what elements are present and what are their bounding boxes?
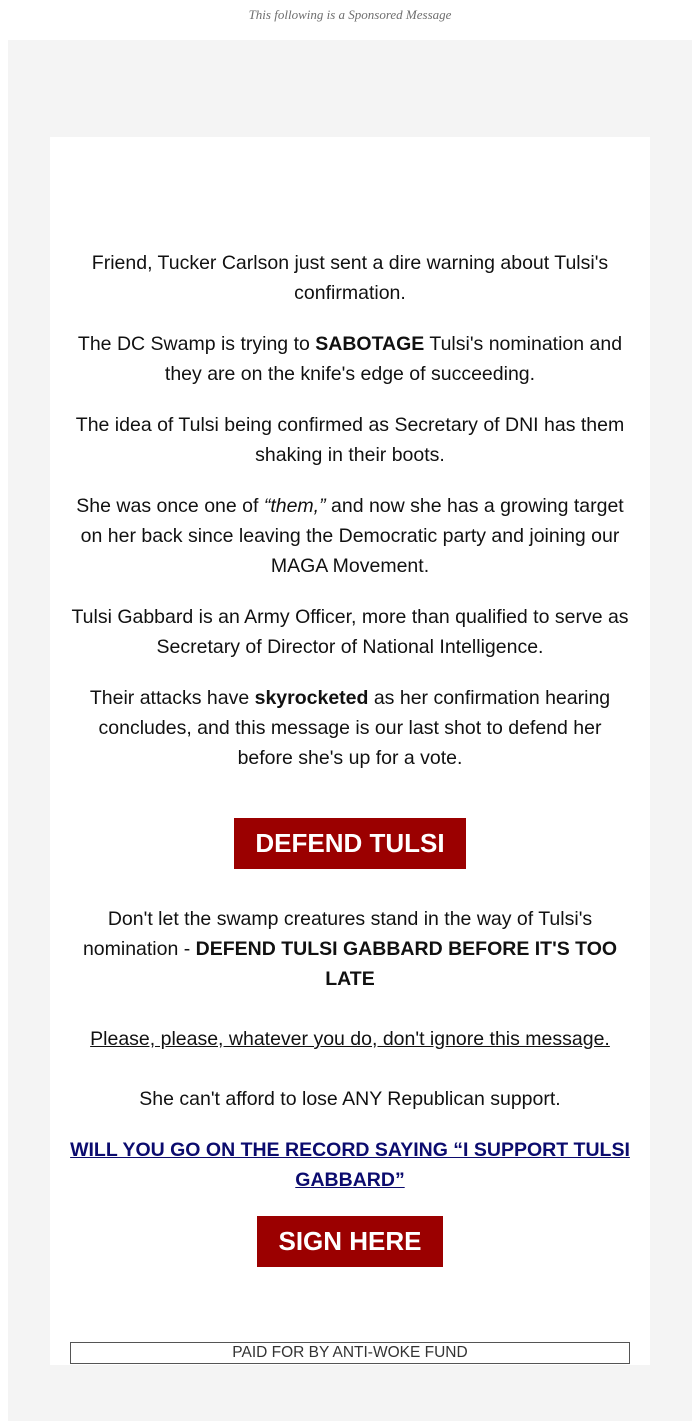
paragraph-swamp-lead: Don't let the swamp creatures stand in the way of Tulsi's nomination -: [82, 908, 593, 960]
please-message-underlined: Please, please, whatever you do, don't ignore this message.: [90, 1028, 610, 1050]
spacer: [50, 1015, 650, 1024]
paragraph-sabotage: [50, 329, 650, 389]
skyrocketed-emphasis: skyrocketed: [254, 687, 369, 709]
paragraph-attacks-lead: Their attacks have: [89, 687, 255, 709]
paragraph-dni: The idea of Tulsi being confirmed as Secretary of DNI has them shaking in their boots.: [75, 414, 625, 466]
sabotage-emphasis: SABOTAGE: [315, 333, 425, 355]
paragraph-please: [50, 1024, 650, 1054]
paragraph-them: [50, 491, 650, 581]
sign-button-wrap: [50, 1216, 650, 1267]
paragraph-attacks-tail: as her confirmation hearing concludes, and this message is our last shot to defend her before she's up for a vote.: [98, 687, 611, 769]
paragraph-them-lead: She was once one of: [76, 495, 264, 517]
defend-gabbard-emphasis: DEFEND TULSI GABBARD BEFORE IT'S TOO LATE: [195, 938, 618, 990]
paragraph-them-tail: and now she has a growing target on her back since leaving the Democratic party and joining our MAGA Movement.: [80, 495, 624, 577]
defend-button-wrap: [50, 818, 650, 869]
spacer: [50, 1075, 650, 1084]
petition-link[interactable]: WILL YOU GO ON THE RECORD SAYING “I SUPPORT TULSI GABBARD”: [70, 1139, 630, 1191]
paragraph-army-officer: Tulsi Gabbard is an Army Officer, more than qualified to serve as Secretary of Director of National Intelligence.: [71, 606, 629, 658]
paragraph-sabotage-tail: Tulsi's nomination and they are on the knife's edge of succeeding.: [164, 333, 623, 385]
paragraph-tucker-warning: Friend, Tucker Carlson just sent a dire warning about Tulsi's confirmation.: [91, 252, 609, 304]
petition-link-paragraph: [50, 1135, 650, 1195]
paragraph-republican-support: She can't afford to lose ANY Republican support.: [139, 1088, 561, 1110]
paid-for-disclaimer: PAID FOR BY ANTI-WOKE FUND: [70, 1342, 630, 1364]
paragraph-attacks: [50, 683, 650, 773]
email-card: [50, 137, 650, 1365]
defend-tulsi-button[interactable]: DEFEND TULSI: [234, 818, 465, 869]
email-outer-container: [8, 40, 692, 1421]
sign-here-button[interactable]: SIGN HERE: [257, 1216, 442, 1267]
paragraph-swamp-creatures: [50, 904, 650, 994]
sponsored-message-notice: This following is a Sponsored Message: [248, 7, 452, 22]
them-emphasis: “them,”: [263, 495, 326, 517]
paragraph-sabotage-lead: The DC Swamp is trying to: [77, 333, 316, 355]
email-body: [50, 248, 650, 1267]
